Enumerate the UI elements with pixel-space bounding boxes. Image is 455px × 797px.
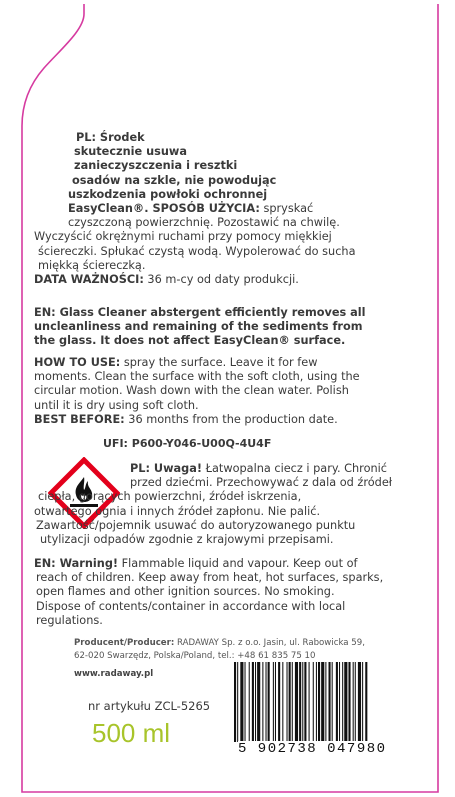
pl-line-7: czyszczoną powierzchnię. Pozostawić na chwilę. (68, 216, 340, 230)
barcode-bar (266, 662, 267, 742)
barcode-bar (344, 662, 347, 742)
barcode-bar (295, 662, 298, 742)
howto-line-2: moments. Clean the surface with the soft cloth, using the (34, 370, 360, 384)
pl-line-10: miękką ściereczką. (38, 258, 146, 272)
barcode-bar (329, 662, 331, 742)
pl-line-2: skutecznie usuwa (74, 145, 187, 159)
pl-line-9: ściereczki. Spłukać czystą wodą. Wypolerować do sucha (38, 244, 356, 258)
barcode-bar (273, 662, 274, 742)
article-number: nr artykułu ZCL-5265 (88, 699, 211, 713)
barcode-bar (249, 662, 250, 742)
warn-en-line-3: open flames and other ignition sources. No smoking. (36, 585, 335, 599)
barcode-bar (365, 662, 367, 742)
howto-line-3: circular motion. Wash down with the clean water. Polish (34, 384, 349, 398)
barcode-number: 5 902738 047980 (238, 741, 387, 757)
warn-pl-line-5: Zawartość/pojemnik usuwać do autoryzowanego punktu (36, 518, 356, 532)
polish-description (34, 131, 429, 287)
warn-pl-line-4: otwartego ognia i innych źródeł zapłonu. Nie palić. (34, 504, 321, 518)
volume-label: 500 ml (92, 718, 171, 748)
barcode-bar (237, 662, 238, 742)
bold-lead: PL: Uwaga! (130, 462, 203, 475)
barcode (232, 662, 414, 742)
barcode-bar (321, 662, 324, 742)
barcode-bar (355, 662, 356, 742)
en-line-2: uncleanliness and remaining of the sediments from (34, 320, 363, 334)
barcode-bar (289, 662, 291, 742)
producer-line-2: 62-020 Swarzędz, Polska/Poland, tel.: +48 61 835 75 10 (74, 650, 316, 661)
warn-en-line-1: EN: Warning! Flammable liquid and vapour. Keep out of (34, 557, 358, 570)
barcode-bar (292, 662, 293, 742)
pl-line-4: osadów na szkle, nie powodując (72, 173, 277, 187)
barcode-bar (348, 662, 350, 742)
warn-en-line-4: Dispose of contents/container in accordance with local (36, 599, 346, 613)
howto-line-5: BEST BEFORE: 36 months from the production date. (34, 412, 338, 426)
barcode-bar (313, 662, 314, 742)
barcode-bar (325, 662, 326, 742)
website-link[interactable]: www.radaway.pl (74, 669, 154, 679)
barcode-bar (278, 662, 280, 742)
howto-line-1: HOW TO USE: spray the surface. Leave it for few (34, 356, 318, 369)
barcode-bar (304, 662, 306, 742)
barcode-bar (362, 662, 363, 742)
warn-en-line-2: reach of children. Keep away from heat, hot surfaces, sparks, (36, 571, 384, 585)
barcode-bar (342, 662, 343, 742)
how-to-use (34, 356, 429, 427)
warning-english (34, 557, 434, 628)
pl-line-3: zanieczyszczenia i resztki (74, 159, 238, 173)
barcode-bar (287, 662, 288, 742)
barcode-bar (336, 662, 338, 742)
barcode-bar (318, 662, 320, 742)
barcode-bar (257, 662, 260, 742)
ufi-code: UFI: P600-Y046-U00Q-4U4F (103, 437, 272, 450)
bold-lead: EasyClean®. SPOSÓB UŻYCIA: (68, 202, 260, 216)
english-description (34, 306, 429, 349)
barcode-bar (255, 662, 256, 742)
barcode-bar (309, 662, 310, 742)
howto-line-4: until it is dry using soft cloth. (34, 398, 199, 412)
pl-line-6: EasyClean®. SPOSÓB UŻYCIA: spryskać (68, 202, 314, 216)
pl-line-8: Wyczyścić okrężnymi ruchami przy pomocy miękkiej (34, 230, 332, 244)
barcode-bar (240, 662, 243, 742)
barcode-bar (299, 662, 301, 742)
barcode-bar (262, 662, 263, 742)
barcode-bar (302, 662, 303, 742)
barcode-bar (332, 662, 333, 742)
producer-info (74, 637, 424, 662)
bold-lead: BEST BEFORE: (34, 412, 125, 426)
barcode-bar (234, 662, 236, 742)
bold-lead: DATA WAŻNOŚCI: (34, 273, 144, 287)
barcode-bar (316, 662, 317, 742)
en-line-3: the glass. It does not affect EasyClean® surface. (34, 334, 346, 348)
barcode-bar (245, 662, 246, 742)
barcode-bar (268, 662, 270, 742)
barcode-bar (353, 662, 354, 742)
warn-pl-line-3: ciepła, gorących powierzchni, źródeł iskrzenia, (38, 490, 302, 504)
warn-pl-line-6: utylizacji odpadów zgodnie z krajowymi przepisami. (40, 533, 334, 547)
warn-en-line-5: regulations. (36, 613, 103, 627)
pl-line-5: uszkodzenia powłoki ochronnej (68, 187, 268, 201)
warning-polish (34, 462, 434, 547)
warn-pl-line-2: przed dziećmi. Przechowywać z dala od źródeł (130, 476, 393, 490)
bold-lead: HOW TO USE: (34, 356, 121, 369)
barcode-bar (275, 662, 276, 742)
barcode-bar (339, 662, 340, 742)
en-line-1: EN: Glass Cleaner abstergent efficiently removes all (34, 306, 366, 319)
bold-lead: Producent/Producer: (74, 638, 175, 648)
barcode-bar (282, 662, 283, 742)
bold-lead: EN: Warning! (34, 557, 119, 570)
barcode-bar (358, 662, 361, 742)
barcode-bar (252, 662, 254, 742)
producer-line-1: Producent/Producer: RADAWAY Sp. z o.o. Jasin, ul. Rabowicka 59, (74, 638, 365, 648)
pl-line-11: DATA WAŻNOŚCI: 36 m-cy od daty produkcji. (34, 273, 299, 287)
pl-line-1: PL: Środek (76, 131, 145, 144)
warn-pl-line-1: PL: Uwaga! Łatwopalna ciecz i pary. Chronić (130, 462, 388, 475)
